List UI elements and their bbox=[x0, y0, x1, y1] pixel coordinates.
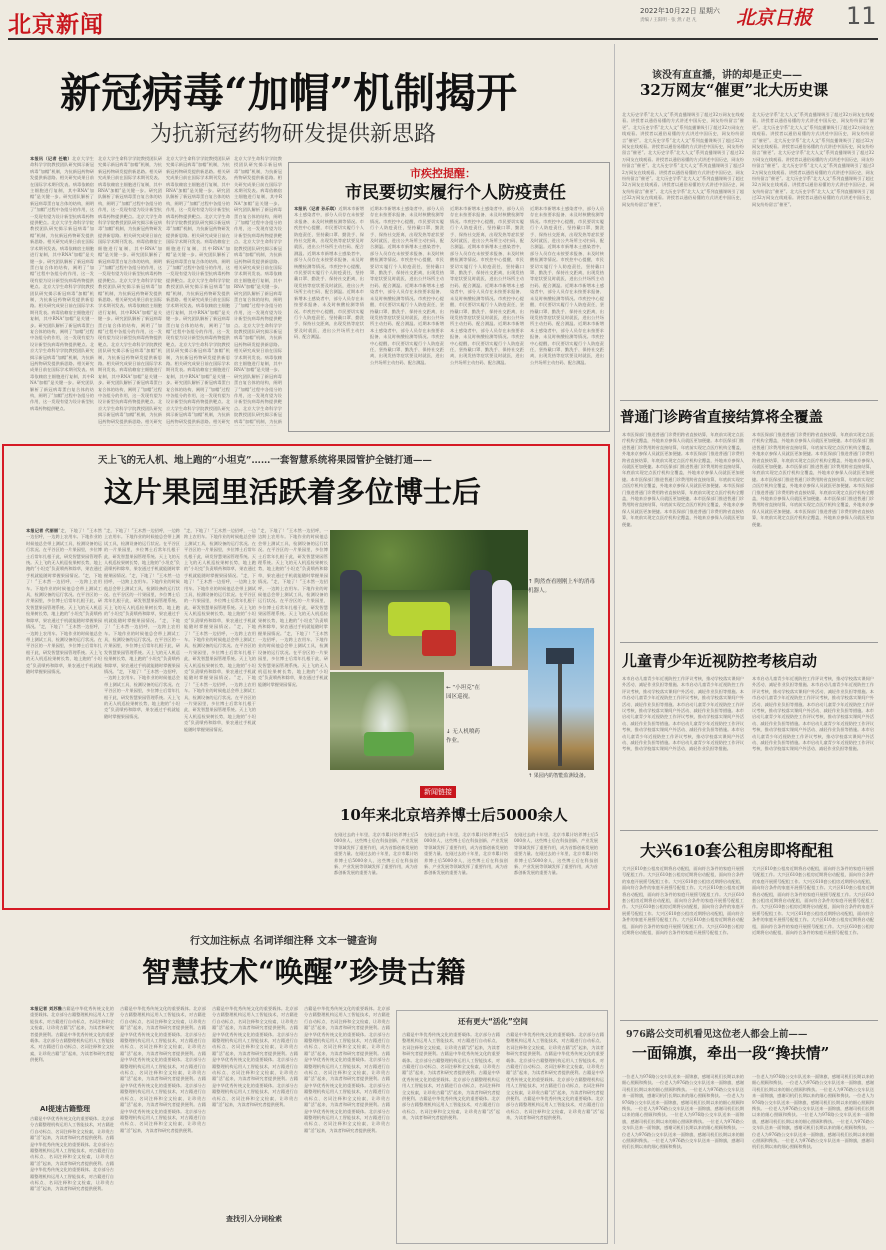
photo-monitor-panel bbox=[546, 648, 574, 664]
lead-body-col3: 北京大学生命科学学院教授团队研究揭示新冠病毒“加帽”机制，为抗新冠药物研发提供新思路。相关研究成果日前在国际学术期刊发表。病毒依赖宿主细胞进行复制，其中RNA“加帽”是关键一步。研究团队解析了新冠病毒蛋白复合体的结构，阐明了“加帽”过程中各组分的作用，这一发现有望为设计新型抗病毒药物提供靶点。北京大学生命科学学院教授团队研究揭示新冠病毒“加帽”机制，为抗新冠药物研发提供新思路。相关研究成果日前在国际学术期刊发表。病毒依赖宿主细胞进行复制，其中RNA“加帽”是关键一步。研究团队解析了新冠病毒蛋白复合体的结构，阐明了“加帽”过程中各组分的作用，这一发现有望为设计新型抗病毒药物提供靶点。北京大学生命科学学院教授团队研究揭示新冠病毒“加帽”机制，为抗新冠药物研发提供新思路。相关研究成果日前在国际学术期刊发表。病毒依赖宿主细胞进行复制，其中RNA“加帽”是关键一步。研究团队解析了新冠病毒蛋白复合体的结构，阐明了“加帽”过程中各组分的作用，这一发现有望为设计新型抗病毒药物提供靶点。北京大学生命科学学院教授团队研究揭示新冠病毒“加帽”机制，为抗新冠药物研发提供新思路。相关研究成果日前在国际学术期刊发表。病毒依赖宿主细胞进行复制，其中RNA“加帽”是关键一步。研究团队解析了新冠病毒蛋白复合体的结构，阐明了“加帽”过程中各组分的作用，这一发现有望为设计新型抗病毒药物提供靶点。北京大学生命科学学院教授团队研究揭示新冠病毒“加帽”机制，为抗新冠药物研发提供新思路。相关研究 bbox=[166, 156, 230, 424]
bottom-sidebar-col1: 古籍是中华优秀传统文化的重要载体。北京部分古籍整理机构运用人工智能技术，对古籍进行自动标点、名词注释和全文检索，让珍贵古籍“活”起来，为读者和研究者提供便利。古籍是中华优秀传统文化的重要载体。北京部分古籍整理机构运用人工智能技术，对古籍进行自动标点、名词注释和全文检索，让珍贵古籍“活”起来，为读者和研究者提供便利。古籍是中华优秀传统文化的重要载体。北京部分古籍整理机构运用人工智能技术，对古籍进行自动标点、名词注释和全文检索，让珍贵古籍“活”起来，为读者和研究者提供便利。古籍是中华优秀传统文化的重要载体。北京部分古籍整理机构运用人工智能技术，对古籍进行自动标点、名词注释和全文检索，让珍贵古籍“活”起来，为读者和研究者提供便利。 bbox=[402, 1032, 500, 1121]
right-4-body-col2: 大兴区610套公租房近期将启动配租，面向符合条件的家庭开展摇号配租工作。大兴区610套公租房近期将启动配租，面向符合条件的家庭开展摇号配租工作。大兴区610套公租房近期将启动配租，面向符合条件的家庭开展摇号配租工作。大兴区610套公租房近期将启动配租，面向符合条件的家庭开展摇号配租工作。大兴区610套公租房近期将启动配租，面向符合条件的家庭开展摇号配租工作。大兴区610套公租房近期将启动配租，面向符合条件的家庭开展摇号配租工作。大兴区610套公租房近期将启动配租，面向符合条件的家庭开展摇号配租工作。大兴区610套公租房近期将启动配租，面向符合条件的家庭开展摇号配租工作。大兴区610套公租房近期将启动配租，面向符合条件的家庭开展摇号配租工作。 bbox=[752, 866, 874, 936]
notice-body-col2: 近期本市新增本土感染者中，部分人员存在未按要求报备、未及时核酸检测等情况。市疾控中心提醒，市民要切实履行个人防疫责任，坚持戴口罩、勤洗手、保持社交距离，出现发热等症状要及时就医，进出公共场所主动扫码、配合测温。近期本市新增本土感染者中，部分人员存在未按要求报备、未及时核酸检测等情况。市疾控中心提醒，市民要切实履行个人防疫责任，坚持戴口罩、勤洗手、保持社交距离，出现发热等症状要及时就医，进出公共场所主动扫码、配合测温。近期本市新增本土感染者中，部分人员存在未按要求报备、未及时核酸检测等情况。市疾控中心提醒，市民要切实履行个人防疫责任，坚持戴口罩、勤洗手、保持社交距离，出现发热等症状要及时就医，进出公共场所主动扫码、配合测温。近期本市新增本土感染者中，部分人员存在未按要求报备、未及时核酸检测等情况。市疾控中心提醒，市民要切实履行个人防疫责任，坚持戴口罩、勤洗手、保持社交距离，出现发热等症状要及时就医，进出公共场所主动扫码、配合测温。 bbox=[370, 206, 444, 365]
right-2-body-col1: 本市医保部门推进普通门诊费用跨省直接结算，年底前实现定点医疗机构全覆盖，外地来京参保人员就医更加便捷。本市医保部门推进普通门诊费用跨省直接结算，年底前实现定点医疗机构全覆盖，外地来京参保人员就医更加便捷。本市医保部门推进普通门诊费用跨省直接结算，年底前实现定点医疗机构全覆盖，外地来京参保人员就医更加便捷。本市医保部门推进普通门诊费用跨省直接结算，年底前实现定点医疗机构全覆盖，外地来京参保人员就医更加便捷。本市医保部门推进普通门诊费用跨省直接结算，年底前实现定点医疗机构全覆盖，外地来京参保人员就医更加便捷。本市医保部门推进普通门诊费用跨省直接结算，年底前实现定点医疗机构全覆盖，外地来京参保人员就医更加便捷。本市医保部门推进普通门诊费用跨省直接结算，年底前实现定点医疗机构全覆盖，外地来京参保人员就医更加便捷。本市医保部门推进普通门诊费用跨省直接结算，年底前实现定点医疗机构全覆盖，外地来京参保人员就医更加便捷。 bbox=[622, 432, 744, 527]
bottom-sidebar-col2: 古籍是中华优秀传统文化的重要载体。北京部分古籍整理机构运用人工智能技术，对古籍进行自动标点、名词注释和全文检索，让珍贵古籍“活”起来，为读者和研究者提供便利。古籍是中华优秀传统文化的重要载体。北京部分古籍整理机构运用人工智能技术，对古籍进行自动标点、名词注释和全文检索，让珍贵古籍“活”起来，为读者和研究者提供便利。古籍是中华优秀传统文化的重要载体。北京部分古籍整理机构运用人工智能技术，对古籍进行自动标点、名词注释和全文检索，让珍贵古籍“活”起来，为读者和研究者提供便利。古籍是中华优秀传统文化的重要载体。北京部分古籍整理机构运用人工智能技术，对古籍进行自动标点、名词注释和全文检索，让珍贵古籍“活”起来，为读者和研究者提供便利。 bbox=[506, 1032, 604, 1121]
bottom-body-col2: 古籍是中华优秀传统文化的重要载体。北京部分古籍整理机构运用人工智能技术，对古籍进行自动标点、名词注释和全文检索，让珍贵古籍“活”起来，为读者和研究者提供便利。古籍是中华优秀传统文化的重要载体。北京部分古籍整理机构运用人工智能技术，对古籍进行自动标点、名词注释和全文检索，让珍贵古籍“活”起来，为读者和研究者提供便利。古籍是中华优秀传统文化的重要载体。北京部分古籍整理机构运用人工智能技术，对古籍进行自动标点、名词注释和全文检索，让珍贵古籍“活”起来，为读者和研究者提供便利。古籍是中华优秀传统文化的重要载体。北京部分古籍整理机构运用人工智能技术，对古籍进行自动标点、名词注释和全文检索，让珍贵古籍“活”起来，为读者和研究者提供便利。古籍是中华优秀传统文化的重要载体。北京部分古籍整理机构运用人工智能技术，对古籍进行自动标点、名词注释和全文检索，让珍贵古籍“活”起来，为读者和研究者提供便利。 bbox=[120, 1006, 206, 1133]
photo-caption-4: ↑ 果园内的智能监测设备。 bbox=[528, 773, 589, 779]
right-divider-1 bbox=[620, 400, 878, 401]
bottom-subhead-1: AI提速古籍整理 bbox=[40, 1105, 91, 1113]
photo-monitor-pole bbox=[558, 658, 562, 766]
bottom-subhead-3: 查找引入分词检索 bbox=[226, 1215, 282, 1223]
feature-kicker: 天上飞的无人机、地上跑的“小坦克”……一套智慧系统将果园管护全链打通—— bbox=[98, 455, 432, 466]
lead-headline: 新冠病毒“加帽”机制揭开 bbox=[60, 69, 518, 117]
sidebar-body-col2: 在刚过去的十年里，北京市累计培养博士后5000余人，这些博士后在科技创新、产业发展等领域发挥了重要作用，成为首都创新发展的重要力量。在刚过去的十年里，北京市累计培养博士后5000余人，这些博士后在科技创新、产业发展等领域发挥了重要作用，成为首都创新发展的重要力量。 bbox=[424, 832, 508, 876]
photo-monitor-device bbox=[528, 628, 594, 770]
notice-body-col1: 本报讯（记者 孙乐琪）近期本市新增本土感染者中，部分人员存在未按要求报备、未及时核酸检测等情况。市疾控中心提醒，市民要切实履行个人防疫责任，坚持戴口罩、勤洗手、保持社交距离，出现发热等症状要及时就医，进出公共场所主动扫码、配合测温。近期本市新增本土感染者中，部分人员存在未按要求报备、未及时核酸检测等情况。市疾控中心提醒，市民要切实履行个人防疫责任，坚持戴口罩、勤洗手、保持社交距离，出现发热等症状要及时就医，进出公共场所主动扫码、配合测温。近期本市新增本土感染者中，部分人员存在未按要求报备、未及时核酸检测等情况。市疾控中心提醒，市民要切实履行个人防疫责任，坚持戴口罩、勤洗手、保持社交距离，出现发热等症状要及时就医，进出公共场所主动扫码、配合测温。 bbox=[294, 206, 364, 340]
bottom-body-col1: 本报记者 刘苏雅古籍是中华优秀传统文化的重要载体。北京部分古籍整理机构运用人工智能技术，对古籍进行自动标点、名词注释和全文检索，让珍贵古籍“活”起来，为读者和研究者提供便利。古籍是中华优秀传统文化的重要载体。北京部分古籍整理机构运用人工智能技术，对古籍进行自动标点、名词注释和全文检索，让珍贵古籍“活”起来，为读者和研究者提供便利。 bbox=[30, 1006, 114, 1063]
right-headline-4: 大兴610套公租房即将配租 bbox=[640, 841, 834, 860]
bottom-body-col4: 古籍是中华优秀传统文化的重要载体。北京部分古籍整理机构运用人工智能技术，对古籍进行自动标点、名词注释和全文检索，让珍贵古籍“活”起来，为读者和研究者提供便利。古籍是中华优秀传统文化的重要载体。北京部分古籍整理机构运用人工智能技术，对古籍进行自动标点、名词注释和全文检索，让珍贵古籍“活”起来，为读者和研究者提供便利。古籍是中华优秀传统文化的重要载体。北京部分古籍整理机构运用人工智能技术，对古籍进行自动标点、名词注释和全文检索，让珍贵古籍“活”起来，为读者和研究者提供便利。古籍是中华优秀传统文化的重要载体。北京部分古籍整理机构运用人工智能技术，对古籍进行自动标点、名词注释和全文检索，让珍贵古籍“活”起来，为读者和研究者提供便利。古籍是中华优秀传统文化的重要载体。北京部分古籍整理机构运用人工智能技术，对古籍进行自动标点、名词注释和全文检索，让珍贵古籍“活”起来，为读者和研究者提供便利。 bbox=[304, 1006, 390, 1133]
issue-date: 2022年10月22日 星期六 bbox=[640, 7, 720, 15]
right-headline-5: 一面锦旗，牵出一段“搀扶情” bbox=[632, 1044, 830, 1062]
bottom-subhead-2: 还有更大“活化”空间 bbox=[458, 1017, 528, 1026]
sidebar-headline: 10年来北京培养博士后5000余人 bbox=[340, 806, 568, 824]
right-top-body-col1: 北大历史学系“北大人文”系列直播课吸引了超过32万网友在线观看。讲授者以通俗易懂的方式讲述中国历史，网友纷纷留言“催更”。北大历史学系“北大人文”系列直播课吸引了超过32万网友在线观看。讲授者以通俗易懂的方式讲述中国历史，网友纷纷留言“催更”。北大历史学系“北大人文”系列直播课吸引了超过32万网友在线观看。讲授者以通俗易懂的方式讲述中国历史，网友纷纷留言“催更”。北大历史学系“北大人文”系列直播课吸引了超过32万网友在线观看。讲授者以通俗易懂的方式讲述中国历史，网友纷纷留言“催更”。北大历史学系“北大人文”系列直播课吸引了超过32万网友在线观看。讲授者以通俗易懂的方式讲述中国历史，网友纷纷留言“催更”。北大历史学系“北大人文”系列直播课吸引了超过32万网友在线观看。讲授者以通俗易懂的方式讲述中国历史，网友纷纷留言“催更”。北大历史学系“北大人文”系列直播课吸引了超过32万网友在线观看。讲授者以通俗易懂的方式讲述中国历史，网友纷纷留言“催更”。 bbox=[622, 112, 744, 207]
feature-body-col2: “走，下地了！”王木然一边招呼，一边跨上农用车。下地作业的时候他总会带上测试工具，检测设备的运行状况。在平谷区的一片果园里，多位博士后常年扎根于此，研发智慧果园管理系统。天上飞的无人机巡检果树长势，地上跑的“小坦克”负责喷药和除草，果农通过手机就能随时掌握果园情况。“走，下地了！”王木然一边招呼，一边跨上农用车。下地作业的时候他总会带上测试工具，检测设备的运行状况。在平谷区的一片果园里，多位博士后常年扎根于此，研发智慧果园管理系统。天上飞的无人机巡检果树长势，地上跑的“小坦克”负责喷药和除草，果农通过手机就能随时掌握果园情况。“走，下地了！”王木然一边招呼，一边跨上农用车。下地作业的时候他总会带上测试工具，检测设备的运行状况。在平谷区的一片果园里，多位博士后常年扎根于此，研发智慧果园管理系统。天上飞的无人机巡检果树长势，地上跑的“小坦克”负责喷药和除草，果农通过手机就能随时掌握果园情况。“走，下地了！”王木然一边招呼，一边跨上农用车。下地作业的时候他总会带上测试工具，检测设备的运行状况。在平谷区的一片果园里，多位博士后常年扎根于此，研发智慧果园管理系统。天上飞的无人机巡检果树长势，地上跑的“小坦克”负责喷药和除草，果农通过手机就能随时掌握果园情况。 bbox=[104, 528, 180, 719]
right-divider-2 bbox=[620, 642, 878, 643]
right-divider-4 bbox=[620, 1020, 878, 1021]
right-top-kicker: 该没有直直播，讲的却是正史—— bbox=[652, 70, 802, 81]
right-headline-2: 普通门诊跨省直接结算将全覆盖 bbox=[620, 409, 823, 426]
photo-caption-1: ↑ 陶然查看刚刚上车的消毒机器人。 bbox=[528, 579, 595, 594]
notice-body-col3: 近期本市新增本土感染者中，部分人员存在未按要求报备、未及时核酸检测等情况。市疾控中心提醒，市民要切实履行个人防疫责任，坚持戴口罩、勤洗手、保持社交距离，出现发热等症状要及时就医，进出公共场所主动扫码、配合测温。近期本市新增本土感染者中，部分人员存在未按要求报备、未及时核酸检测等情况。市疾控中心提醒，市民要切实履行个人防疫责任，坚持戴口罩、勤洗手、保持社交距离，出现发热等症状要及时就医，进出公共场所主动扫码、配合测温。近期本市新增本土感染者中，部分人员存在未按要求报备、未及时核酸检测等情况。市疾控中心提醒，市民要切实履行个人防疫责任，坚持戴口罩、勤洗手、保持社交距离，出现发热等症状要及时就医，进出公共场所主动扫码、配合测温。近期本市新增本土感染者中，部分人员存在未按要求报备、未及时核酸检测等情况。市疾控中心提醒，市民要切实履行个人防疫责任，坚持戴口罩、勤洗手、保持社交距离，出现发热等症状要及时就医，进出公共场所主动扫码、配合测温。 bbox=[450, 206, 524, 365]
right-top-body-col2: 北大历史学系“北大人文”系列直播课吸引了超过32万网友在线观看。讲授者以通俗易懂的方式讲述中国历史，网友纷纷留言“催更”。北大历史学系“北大人文”系列直播课吸引了超过32万网友在线观看。讲授者以通俗易懂的方式讲述中国历史，网友纷纷留言“催更”。北大历史学系“北大人文”系列直播课吸引了超过32万网友在线观看。讲授者以通俗易懂的方式讲述中国历史，网友纷纷留言“催更”。北大历史学系“北大人文”系列直播课吸引了超过32万网友在线观看。讲授者以通俗易懂的方式讲述中国历史，网友纷纷留言“催更”。北大历史学系“北大人文”系列直播课吸引了超过32万网友在线观看。讲授者以通俗易懂的方式讲述中国历史，网友纷纷留言“催更”。北大历史学系“北大人文”系列直播课吸引了超过32万网友在线观看。讲授者以通俗易懂的方式讲述中国历史，网友纷纷留言“催更”。北大历史学系“北大人文”系列直播课吸引了超过32万网友在线观看。讲授者以通俗易懂的方式讲述中国历史，网友纷纷留言“催更”。 bbox=[752, 112, 874, 207]
right-5-body-col1: 一位老人为976路公交车队送来一面锦旗，感谢司机们长期以来的细心照顾和搀扶。一位老人为976路公交车队送来一面锦旗，感谢司机们长期以来的细心照顾和搀扶。一位老人为976路公交车队送来一面锦旗，感谢司机们长期以来的细心照顾和搀扶。一位老人为976路公交车队送来一面锦旗，感谢司机们长期以来的细心照顾和搀扶。一位老人为976路公交车队送来一面锦旗，感谢司机们长期以来的细心照顾和搀扶。一位老人为976路公交车队送来一面锦旗，感谢司机们长期以来的细心照顾和搀扶。一位老人为976路公交车队送来一面锦旗，感谢司机们长期以来的细心照顾和搀扶。一位老人为976路公交车队送来一面锦旗，感谢司机们长期以来的细心照顾和搀扶。一位老人为976路公交车队送来一面锦旗，感谢司机们长期以来的细心照顾和搀扶。 bbox=[622, 1074, 744, 1150]
notice-headline: 市民要切实履行个人防疫责任 bbox=[345, 183, 566, 203]
photo-person-3 bbox=[492, 580, 512, 666]
right-divider-3 bbox=[620, 830, 878, 831]
issue-editors: 责编 / 王阳明 · 张 然 / 赵 凡 bbox=[640, 18, 697, 23]
photo-person-2 bbox=[470, 570, 492, 666]
notice-kicker: 市疾控提醒： bbox=[410, 167, 476, 180]
page-number: 11 bbox=[846, 2, 877, 30]
masthead-rule bbox=[8, 38, 878, 40]
bottom-body-col3: 古籍是中华优秀传统文化的重要载体。北京部分古籍整理机构运用人工智能技术，对古籍进行自动标点、名词注释和全文检索，让珍贵古籍“活”起来，为读者和研究者提供便利。古籍是中华优秀传统文化的重要载体。北京部分古籍整理机构运用人工智能技术，对古籍进行自动标点、名词注释和全文检索，让珍贵古籍“活”起来，为读者和研究者提供便利。古籍是中华优秀传统文化的重要载体。北京部分古籍整理机构运用人工智能技术，对古籍进行自动标点、名词注释和全文检索，让珍贵古籍“活”起来，为读者和研究者提供便利。古籍是中华优秀传统文化的重要载体。北京部分古籍整理机构运用人工智能技术，对古籍进行自动标点、名词注释和全文检索，让珍贵古籍“活”起来，为读者和研究者提供便利。 bbox=[212, 1006, 298, 1108]
right-3-body-col2: 本市启动儿童青少年近视防控工作评议考核，推动学校落实课间户外活动、减轻作业负担等措施。本市启动儿童青少年近视防控工作评议考核，推动学校落实课间户外活动、减轻作业负担等措施。本市启动儿童青少年近视防控工作评议考核，推动学校落实课间户外活动、减轻作业负担等措施。本市启动儿童青少年近视防控工作评议考核，推动学校落实课间户外活动、减轻作业负担等措施。本市启动儿童青少年近视防控工作评议考核，推动学校落实课间户外活动、减轻作业负担等措施。本市启动儿童青少年近视防控工作评议考核，推动学校落实课间户外活动、减轻作业负担等措施。本市启动儿童青少年近视防控工作评议考核，推动学校落实课间户外活动、减轻作业负担等措施。本市启动儿童青少年近视防控工作评议考核，推动学校落实课间户外活动、减轻作业负担等措施。 bbox=[752, 676, 874, 752]
sidebar-body-col3: 在刚过去的十年里，北京市累计培养博士后5000余人，这些博士后在科技创新、产业发展等领域发挥了重要作用，成为首都创新发展的重要力量。在刚过去的十年里，北京市累计培养博士后5000余人，这些博士后在科技创新、产业发展等领域发挥了重要作用，成为首都创新发展的重要力量。 bbox=[514, 832, 598, 876]
section-title: 北京新闻 bbox=[8, 12, 104, 38]
photo-caption-3: ↓ 无人机喷药作业。 bbox=[446, 729, 480, 744]
photo-robot-tank bbox=[364, 732, 414, 756]
sidebar-tag: 新闻链接 bbox=[420, 786, 456, 798]
feature-body-col3: “走，下地了！”王木然一边招呼，一边跨上农用车。下地作业的时候他总会带上测试工具，检测设备的运行状况。在平谷区的一片果园里，多位博士后常年扎根于此，研发智慧果园管理系统。天上飞的无人机巡检果树长势，地上跑的“小坦克”负责喷药和除草，果农通过手机就能随时掌握果园情况。“走，下地了！”王木然一边招呼，一边跨上农用车。下地作业的时候他总会带上测试工具，检测设备的运行状况。在平谷区的一片果园里，多位博士后常年扎根于此，研发智慧果园管理系统。天上飞的无人机巡检果树长势，地上跑的“小坦克”负责喷药和除草，果农通过手机就能随时掌握果园情况。“走，下地了！”王木然一边招呼，一边跨上农用车。下地作业的时候他总会带上测试工具，检测设备的运行状况。在平谷区的一片果园里，多位博士后常年扎根于此，研发智慧果园管理系统。天上飞的无人机巡检果树长势，地上跑的“小坦克”负责喷药和除草，果农通过手机就能随时掌握果园情况。“走，下地了！”王木然一边招呼，一边跨上农用车。下地作业的时候他总会带上测试工具，检测设备的运行状况。在平谷区的一片果园里，多位博士后常年扎根于此，研发智慧果园管理系统。天上飞的无人机巡检果树长势，地上跑的“小坦克”负责喷药和除草，果农通过手机就能随时掌握果园情况。 bbox=[184, 528, 256, 732]
photo-orchard-team bbox=[330, 530, 528, 670]
right-column-divider bbox=[614, 44, 615, 1244]
bottom-kicker: 行文加注标点 名词详细注释 文本一键查询 bbox=[190, 936, 377, 947]
feature-body-col1: 本报记者 代丽丽“走，下地了！”王木然一边招呼，一边跨上农用车。下地作业的时候他总会带上测试工具，检测设备的运行状况。在平谷区的一片果园里，多位博士后常年扎根于此，研发智慧果园管理系统。天上飞的无人机巡检果树长势，地上跑的“小坦克”负责喷药和除草，果农通过手机就能随时掌握果园情况。“走，下地了！”王木然一边招呼，一边跨上农用车。下地作业的时候他总会带上测试工具，检测设备的运行状况。在平谷区的一片果园里，多位博士后常年扎根于此，研发智慧果园管理系统。天上飞的无人机巡检果树长势，地上跑的“小坦克”负责喷药和除草，果农通过手机就能随时掌握果园情况。“走，下地了！”王木然一边招呼，一边跨上农用车。下地作业的时候他总会带上测试工具，检测设备的运行状况。在平谷区的一片果园里，多位博士后常年扎根于此，研发智慧果园管理系统。天上飞的无人机巡检果树长势，地上跑的“小坦克”负责喷药和除草，果农通过手机就能随时掌握果园情况。 bbox=[26, 528, 102, 674]
sidebar-body-col1: 在刚过去的十年里，北京市累计培养博士后5000余人，这些博士后在科技创新、产业发展等领域发挥了重要作用，成为首都创新发展的重要力量。在刚过去的十年里，北京市累计培养博士后5000余人，这些博士后在科技创新、产业发展等领域发挥了重要作用，成为首都创新发展的重要力量。 bbox=[334, 832, 418, 876]
notice-body-col4: 近期本市新增本土感染者中，部分人员存在未按要求报备、未及时核酸检测等情况。市疾控中心提醒，市民要切实履行个人防疫责任，坚持戴口罩、勤洗手、保持社交距离，出现发热等症状要及时就医，进出公共场所主动扫码、配合测温。近期本市新增本土感染者中，部分人员存在未按要求报备、未及时核酸检测等情况。市疾控中心提醒，市民要切实履行个人防疫责任，坚持戴口罩、勤洗手、保持社交距离，出现发热等症状要及时就医，进出公共场所主动扫码、配合测温。近期本市新增本土感染者中，部分人员存在未按要求报备、未及时核酸检测等情况。市疾控中心提醒，市民要切实履行个人防疫责任，坚持戴口罩、勤洗手、保持社交距离，出现发热等症状要及时就医，进出公共场所主动扫码、配合测温。近期本市新增本土感染者中，部分人员存在未按要求报备、未及时核酸检测等情况。市疾控中心提醒，市民要切实履行个人防疫责任，坚持戴口罩、勤洗手、保持社交距离，出现发热等症状要及时就医，进出公共场所主动扫码、配合测温。 bbox=[530, 206, 604, 365]
lead-body-col2: 北京大学生命科学学院教授团队研究揭示新冠病毒“加帽”机制，为抗新冠药物研发提供新思路。相关研究成果日前在国际学术期刊发表。病毒依赖宿主细胞进行复制，其中RNA“加帽”是关键一步。研究团队解析了新冠病毒蛋白复合体的结构，阐明了“加帽”过程中各组分的作用，这一发现有望为设计新型抗病毒药物提供靶点。北京大学生命科学学院教授团队研究揭示新冠病毒“加帽”机制，为抗新冠药物研发提供新思路。相关研究成果日前在国际学术期刊发表。病毒依赖宿主细胞进行复制，其中RNA“加帽”是关键一步。研究团队解析了新冠病毒蛋白复合体的结构，阐明了“加帽”过程中各组分的作用，这一发现有望为设计新型抗病毒药物提供靶点。北京大学生命科学学院教授团队研究揭示新冠病毒“加帽”机制，为抗新冠药物研发提供新思路。相关研究成果日前在国际学术期刊发表。病毒依赖宿主细胞进行复制，其中RNA“加帽”是关键一步。研究团队解析了新冠病毒蛋白复合体的结构，阐明了“加帽”过程中各组分的作用，这一发现有望为设计新型抗病毒药物提供靶点。北京大学生命科学学院教授团队研究揭示新冠病毒“加帽”机制，为抗新冠药物研发提供新思路。相关研究成果日前在国际学术期刊发表。病毒依赖宿主细胞进行复制，其中RNA“加帽”是关键一步。研究团队解析了新冠病毒蛋白复合体的结构，阐明了“加帽”过程中各组分的作用，这一发现有望为设计新型抗病毒药物提供靶点。北京大学生命科学学院教授团队研究揭示新冠病毒“加帽”机制，为抗新冠药物研发提供新思路。相关研究 bbox=[98, 156, 162, 424]
feature-headline: 这片果园里活跃着多位博士后 bbox=[104, 475, 482, 509]
newspaper-logo: 北京日报 bbox=[736, 7, 813, 29]
right-2-body-col2: 本市医保部门推进普通门诊费用跨省直接结算，年底前实现定点医疗机构全覆盖，外地来京参保人员就医更加便捷。本市医保部门推进普通门诊费用跨省直接结算，年底前实现定点医疗机构全覆盖，外地来京参保人员就医更加便捷。本市医保部门推进普通门诊费用跨省直接结算，年底前实现定点医疗机构全覆盖，外地来京参保人员就医更加便捷。本市医保部门推进普通门诊费用跨省直接结算，年底前实现定点医疗机构全覆盖，外地来京参保人员就医更加便捷。本市医保部门推进普通门诊费用跨省直接结算，年底前实现定点医疗机构全覆盖，外地来京参保人员就医更加便捷。本市医保部门推进普通门诊费用跨省直接结算，年底前实现定点医疗机构全覆盖，外地来京参保人员就医更加便捷。本市医保部门推进普通门诊费用跨省直接结算，年底前实现定点医疗机构全覆盖，外地来京参保人员就医更加便捷。本市医保部门推进普通门诊费用跨省直接结算，年底前实现定点医疗机构全覆盖，外地来京参保人员就医更加便捷。 bbox=[752, 432, 874, 527]
right-5-body-col2: 一位老人为976路公交车队送来一面锦旗，感谢司机们长期以来的细心照顾和搀扶。一位老人为976路公交车队送来一面锦旗，感谢司机们长期以来的细心照顾和搀扶。一位老人为976路公交车队送来一面锦旗，感谢司机们长期以来的细心照顾和搀扶。一位老人为976路公交车队送来一面锦旗，感谢司机们长期以来的细心照顾和搀扶。一位老人为976路公交车队送来一面锦旗，感谢司机们长期以来的细心照顾和搀扶。一位老人为976路公交车队送来一面锦旗，感谢司机们长期以来的细心照顾和搀扶。一位老人为976路公交车队送来一面锦旗，感谢司机们长期以来的细心照顾和搀扶。一位老人为976路公交车队送来一面锦旗，感谢司机们长期以来的细心照顾和搀扶。一位老人为976路公交车队送来一面锦旗，感谢司机们长期以来的细心照顾和搀扶。 bbox=[752, 1074, 874, 1150]
photo-sprayer-engine bbox=[422, 630, 456, 656]
photo-spray-mist bbox=[360, 678, 410, 736]
right-4-body-col1: 大兴区610套公租房近期将启动配租，面向符合条件的家庭开展摇号配租工作。大兴区610套公租房近期将启动配租，面向符合条件的家庭开展摇号配租工作。大兴区610套公租房近期将启动配租，面向符合条件的家庭开展摇号配租工作。大兴区610套公租房近期将启动配租，面向符合条件的家庭开展摇号配租工作。大兴区610套公租房近期将启动配租，面向符合条件的家庭开展摇号配租工作。大兴区610套公租房近期将启动配租，面向符合条件的家庭开展摇号配租工作。大兴区610套公租房近期将启动配租，面向符合条件的家庭开展摇号配租工作。大兴区610套公租房近期将启动配租，面向符合条件的家庭开展摇号配租工作。大兴区610套公租房近期将启动配租，面向符合条件的家庭开展摇号配租工作。 bbox=[622, 866, 744, 936]
lead-body-col1: 本报讯（记者 任敏）北京大学生命科学学院教授团队研究揭示新冠病毒“加帽”机制，为抗新冠药物研发提供新思路。相关研究成果日前在国际学术期刊发表。病毒依赖宿主细胞进行复制，其中RNA“加帽”是关键一步。研究团队解析了新冠病毒蛋白复合体的结构，阐明了“加帽”过程中各组分的作用，这一发现有望为设计新型抗病毒药物提供靶点。北京大学生命科学学院教授团队研究揭示新冠病毒“加帽”机制，为抗新冠药物研发提供新思路。相关研究成果日前在国际学术期刊发表。病毒依赖宿主细胞进行复制，其中RNA“加帽”是关键一步。研究团队解析了新冠病毒蛋白复合体的结构，阐明了“加帽”过程中各组分的作用，这一发现有望为设计新型抗病毒药物提供靶点。北京大学生命科学学院教授团队研究揭示新冠病毒“加帽”机制，为抗新冠药物研发提供新思路。相关研究成果日前在国际学术期刊发表。病毒依赖宿主细胞进行复制，其中RNA“加帽”是关键一步。研究团队解析了新冠病毒蛋白复合体的结构，阐明了“加帽”过程中各组分的作用，这一发现有望为设计新型抗病毒药物提供靶点。北京大学生命科学学院教授团队研究揭示新冠病毒“加帽”机制，为抗新冠药物研发提供新思路。相关研究成果日前在国际学术期刊发表。病毒依赖宿主细胞进行复制，其中RNA“加帽”是关键一步。研究团队解析了新冠病毒蛋白复合体的结构，阐明了“加帽”过程中各组分的作用，这一发现有望为设计新型抗病毒药物提供靶点。 bbox=[30, 156, 94, 411]
right-3-body-col1: 本市启动儿童青少年近视防控工作评议考核，推动学校落实课间户外活动、减轻作业负担等措施。本市启动儿童青少年近视防控工作评议考核，推动学校落实课间户外活动、减轻作业负担等措施。本市启动儿童青少年近视防控工作评议考核，推动学校落实课间户外活动、减轻作业负担等措施。本市启动儿童青少年近视防控工作评议考核，推动学校落实课间户外活动、减轻作业负担等措施。本市启动儿童青少年近视防控工作评议考核，推动学校落实课间户外活动、减轻作业负担等措施。本市启动儿童青少年近视防控工作评议考核，推动学校落实课间户外活动、减轻作业负担等措施。本市启动儿童青少年近视防控工作评议考核，推动学校落实课间户外活动、减轻作业负担等措施。本市启动儿童青少年近视防控工作评议考核，推动学校落实课间户外活动、减轻作业负担等措施。 bbox=[622, 676, 744, 752]
bottom-body-col1b: 古籍是中华优秀传统文化的重要载体。北京部分古籍整理机构运用人工智能技术，对古籍进行自动标点、名词注释和全文检索，让珍贵古籍“活”起来，为读者和研究者提供便利。古籍是中华优秀传统文化的重要载体。北京部分古籍整理机构运用人工智能技术，对古籍进行自动标点、名词注释和全文检索，让珍贵古籍“活”起来，为读者和研究者提供便利。古籍是中华优秀传统文化的重要载体。北京部分古籍整理机构运用人工智能技术，对古籍进行自动标点、名词注释和全文检索，让珍贵古籍“活”起来，为读者和研究者提供便利。 bbox=[30, 1116, 114, 1192]
photo-caption-2: ← “小坦克”在园区巡视。 bbox=[446, 685, 481, 700]
feature-body-col4: “走，下地了！”王木然一边招呼，一边跨上农用车。下地作业的时候他总会带上测试工具，检测设备的运行状况。在平谷区的一片果园里，多位博士后常年扎根于此，研发智慧果园管理系统。天上飞的无人机巡检果树长势，地上跑的“小坦克”负责喷药和除草，果农通过手机就能随时掌握果园情况。“走，下地了！”王木然一边招呼，一边跨上农用车。下地作业的时候他总会带上测试工具，检测设备的运行状况。在平谷区的一片果园里，多位博士后常年扎根于此，研发智慧果园管理系统。天上飞的无人机巡检果树长势，地上跑的“小坦克”负责喷药和除草，果农通过手机就能随时掌握果园情况。“走，下地了！”王木然一边招呼，一边跨上农用车。下地作业的时候他总会带上测试工具，检测设备的运行状况。在平谷区的一片果园里，多位博士后常年扎根于此，研发智慧果园管理系统。天上飞的无人机巡检果树长势，地上跑的“小坦克”负责喷药和除草，果农通过手机就能随时掌握果园情况。 bbox=[258, 528, 328, 687]
lead-body-col4: 北京大学生命科学学院教授团队研究揭示新冠病毒“加帽”机制，为抗新冠药物研发提供新思路。相关研究成果日前在国际学术期刊发表。病毒依赖宿主细胞进行复制，其中RNA“加帽”是关键一步。研究团队解析了新冠病毒蛋白复合体的结构，阐明了“加帽”过程中各组分的作用，这一发现有望为设计新型抗病毒药物提供靶点。北京大学生命科学学院教授团队研究揭示新冠病毒“加帽”机制，为抗新冠药物研发提供新思路。相关研究成果日前在国际学术期刊发表。病毒依赖宿主细胞进行复制，其中RNA“加帽”是关键一步。研究团队解析了新冠病毒蛋白复合体的结构，阐明了“加帽”过程中各组分的作用，这一发现有望为设计新型抗病毒药物提供靶点。北京大学生命科学学院教授团队研究揭示新冠病毒“加帽”机制，为抗新冠药物研发提供新思路。相关研究成果日前在国际学术期刊发表。病毒依赖宿主细胞进行复制，其中RNA“加帽”是关键一步。研究团队解析了新冠病毒蛋白复合体的结构，阐明了“加帽”过程中各组分的作用，这一发现有望为设计新型抗病毒药物提供靶点。北京大学生命科学学院教授团队研究揭示新冠病毒“加帽”机制，为抗新 bbox=[234, 156, 282, 424]
bottom-headline: 智慧技术“唤醒”珍贵古籍 bbox=[142, 955, 466, 989]
right-headline-3: 儿童青少年近视防控考核启动 bbox=[622, 652, 818, 670]
photo-spray-robot bbox=[330, 672, 444, 770]
lead-subheadline: 为抗新冠药物研发提供新思路 bbox=[150, 122, 437, 147]
photo-person-1 bbox=[340, 570, 362, 666]
right-5-kicker: 976路公交司机看见这位老人都会上前—— bbox=[626, 1029, 808, 1040]
right-top-headline: 32万网友“催更”北大历史课 bbox=[640, 81, 829, 99]
